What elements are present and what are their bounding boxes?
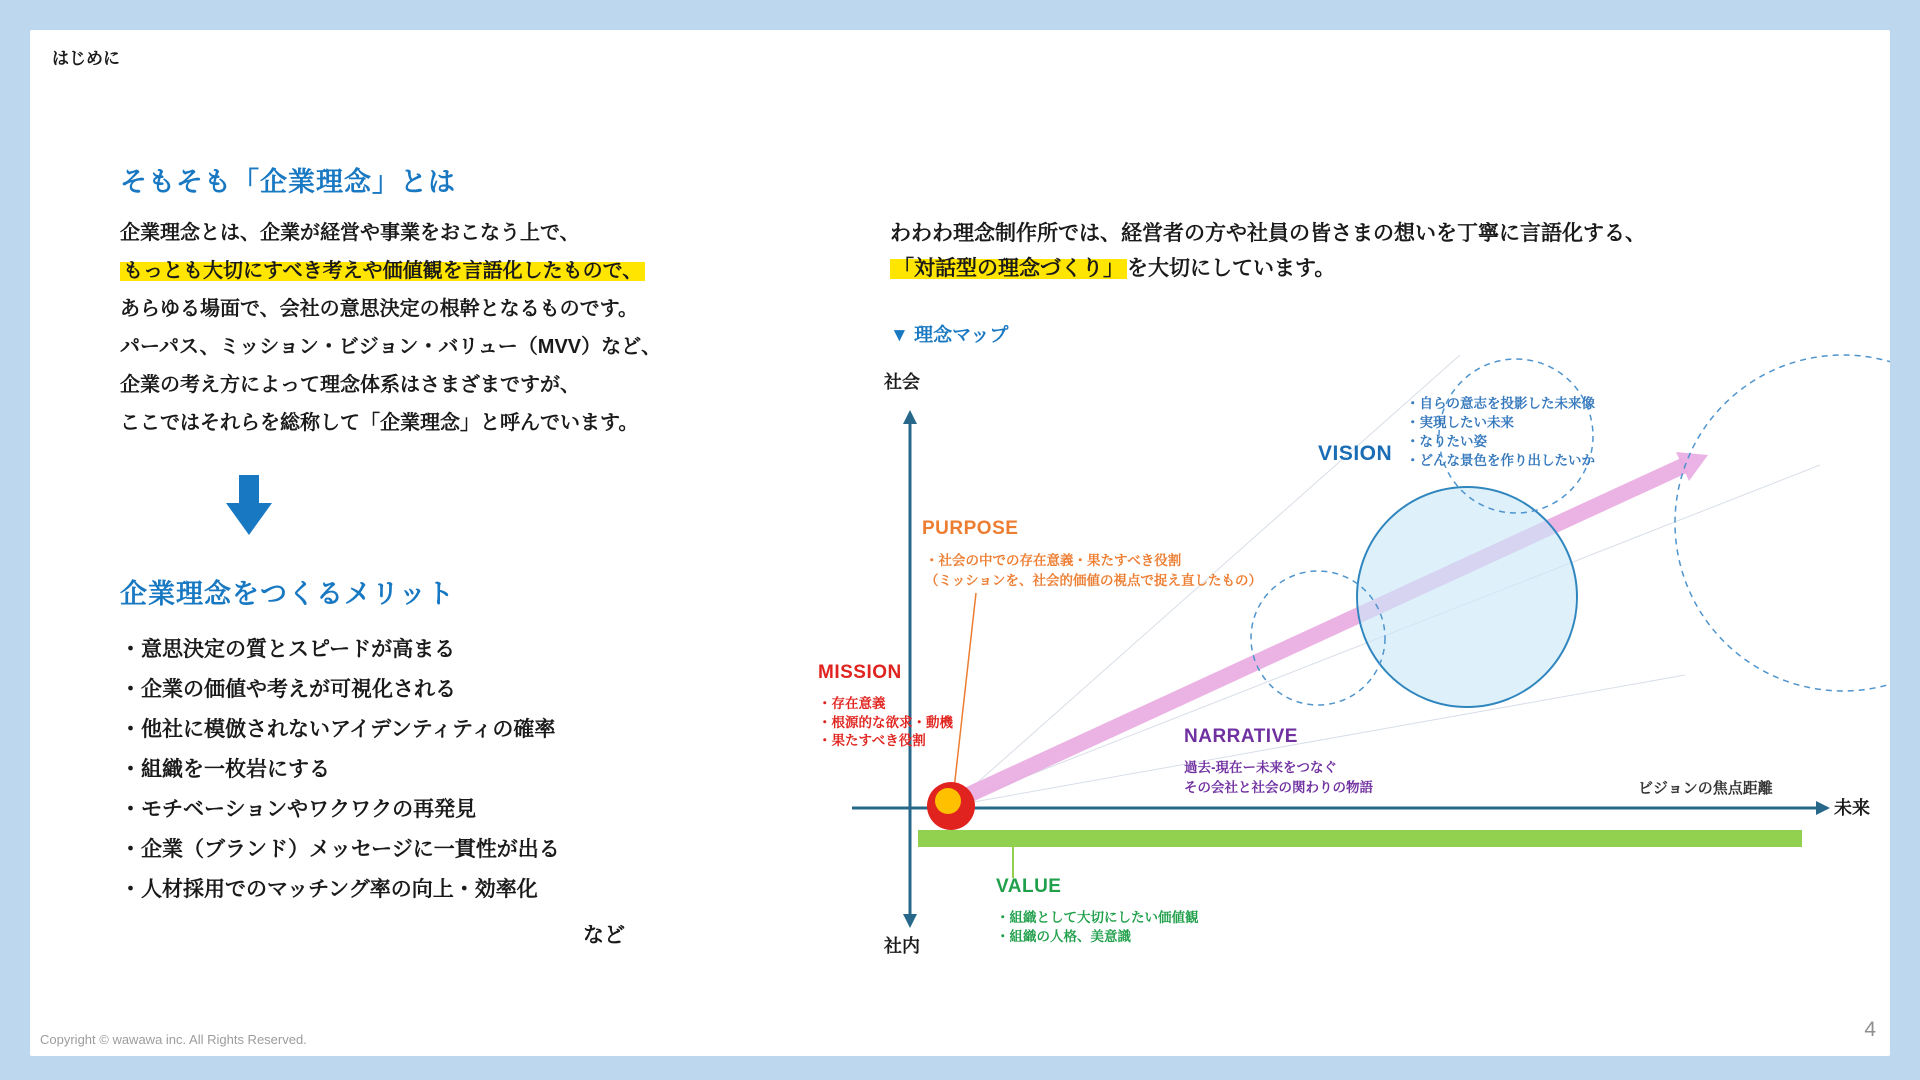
page-number: 4 — [1864, 1018, 1876, 1041]
right-intro-line: 「対話型の理念づくり」 を大切にしています。 — [890, 251, 1646, 286]
mission-bullets: ・存在意義 ・根源的な欲求・動機 ・果たすべき役割 — [818, 696, 953, 748]
vision-bullets: ・自らの意志を投影した未来像 ・実現したい未来 ・なりたい姿 ・どんな景色を作り出したいか — [1406, 396, 1595, 468]
axis-caption-focal-distance: ビジョンの焦点距離 — [1638, 780, 1773, 797]
mission-target-inner — [935, 788, 961, 814]
vertical-axis-arrow-down — [903, 914, 917, 928]
vision-circle — [1357, 487, 1577, 707]
narrative-bullets: 過去-現在ー未来をつなぐ その会社と社会の関わりの物語 — [1184, 760, 1373, 795]
intro-title: そもそも「企業理念」とは — [120, 167, 456, 197]
section-eyebrow: はじめに — [52, 49, 120, 68]
merit-item: ・モチベーションやワクワクの再発見 — [120, 798, 477, 821]
axis-label-internal: 社内 — [884, 936, 920, 956]
axis-label-future: 未来 — [1834, 798, 1870, 818]
merits-list — [120, 630, 625, 956]
intro-line-highlighted: もっとも大切にすべき考えや価値観を言語化したもので、 — [120, 252, 661, 290]
mission-label: MISSION — [818, 662, 902, 683]
intro-line: ここではそれらを総称して「企業理念」と呼んでいます。 — [120, 412, 639, 434]
down-arrow-icon — [226, 475, 272, 535]
narrative-label: NARRATIVE — [1184, 726, 1298, 747]
vision-arrow-shaft — [953, 465, 1685, 802]
value-bar — [918, 830, 1802, 847]
copyright-text: Copyright © wawawa inc. All Rights Reserved. — [40, 1032, 307, 1047]
axis-label-society: 社会 — [884, 372, 920, 392]
purpose-label: PURPOSE — [922, 518, 1019, 539]
philosophy-map-title: ▼ 理念マップ — [890, 325, 1009, 346]
merit-item: ・組織を一枚岩にする — [120, 758, 330, 781]
intro-line: 企業理念とは、企業が経営や事業をおこなう上で、 — [120, 222, 580, 244]
right-intro — [890, 216, 1646, 286]
merit-item: ・企業（ブランド）メッセージに一貫性が出る — [120, 838, 560, 861]
merit-item: ・人材採用でのマッチング率の向上・効率化 — [120, 878, 538, 901]
value-bullets: ・組織として大切にしたい価値観 ・組織の人格、美意識 — [996, 910, 1199, 944]
purpose-bullets: ・社会の中での存在意義・果たすべき役割 （ミッションを、社会的価値の視点で捉え直したもの） — [925, 553, 1262, 588]
intro-line: パーパス、ミッション・ビジョン・バリュー（MVV）など、 — [120, 336, 662, 358]
slide-content — [30, 30, 1890, 1056]
intro-line: 企業の考え方によって理念体系はさまざまですが、 — [120, 374, 580, 396]
horizontal-axis-arrow-right — [1816, 801, 1830, 815]
intro-paragraph — [120, 214, 661, 442]
dashed-circle-right — [1675, 355, 1890, 691]
vertical-axis-arrow-up — [903, 410, 917, 424]
merit-item: ・意思決定の質とスピードが高まる — [120, 638, 456, 661]
right-intro-highlight: 「対話型の理念づくり」 — [890, 257, 1127, 280]
merits-suffix: など — [583, 924, 625, 947]
right-intro-line: わわわ理念制作所では、経営者の方や社員の皆さまの想いを丁寧に言語化する、 — [890, 222, 1646, 245]
merit-item: ・他社に模倣されないアイデンティティの確率 — [120, 718, 556, 741]
intro-line: あらゆる場面で、会社の意思決定の根幹となるものです。 — [120, 298, 638, 320]
merit-item: ・企業の価値や考えが可視化される — [120, 678, 456, 701]
vision-label: VISION — [1318, 442, 1393, 465]
merits-title: 企業理念をつくるメリット — [120, 579, 455, 609]
purpose-connector — [953, 593, 976, 798]
value-label: VALUE — [996, 876, 1062, 897]
